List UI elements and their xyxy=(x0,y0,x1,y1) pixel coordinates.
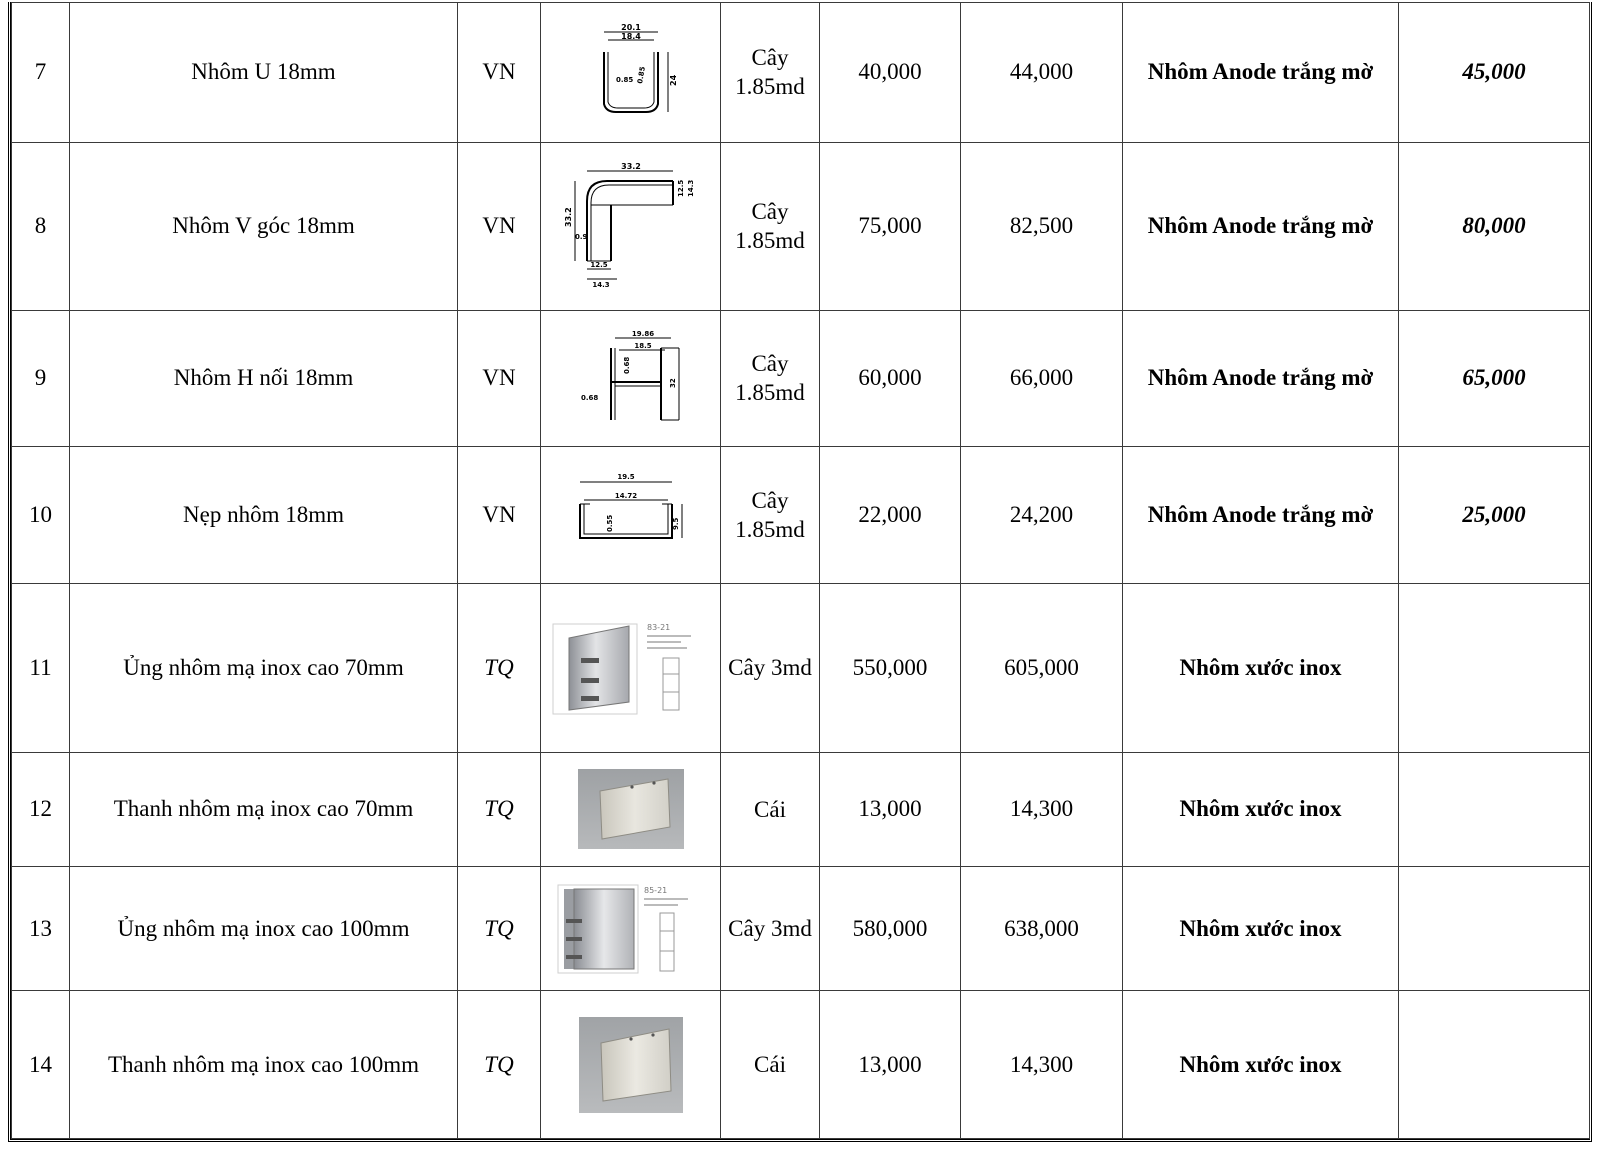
product-name: Ủng nhôm mạ inox cao 100mm xyxy=(70,866,458,990)
unit-line: 1.85md xyxy=(735,74,805,100)
unit-cell xyxy=(721,310,820,447)
price-a: 550,000 xyxy=(820,583,961,752)
price-final: 45,000 xyxy=(1399,3,1590,143)
product-name: Nhôm U 18mm xyxy=(70,3,458,143)
product-name: Thanh nhôm mạ inox cao 100mm xyxy=(70,991,458,1139)
origin: TQ xyxy=(458,866,541,990)
unit-line: Cái xyxy=(754,796,786,822)
row-number: 14 xyxy=(12,991,70,1139)
material: Nhôm xước inox xyxy=(1123,752,1399,866)
price-final: 25,000 xyxy=(1399,447,1590,584)
unit-line: Cây 3md xyxy=(728,916,812,942)
dim-label: 18.5 xyxy=(633,342,652,351)
material: Nhôm xước inox xyxy=(1123,583,1399,752)
u-profile-drawing xyxy=(576,22,686,122)
origin: TQ xyxy=(458,991,541,1139)
price-final xyxy=(1399,991,1590,1139)
dim-label: 19.86 xyxy=(631,330,654,339)
price-b: 44,000 xyxy=(961,3,1123,143)
v-corner-profile-drawing xyxy=(561,161,701,291)
dim-label: 0.9 xyxy=(574,233,587,242)
price-b: 82,500 xyxy=(961,142,1123,310)
dim-label: 12.5 xyxy=(676,179,685,198)
price-table xyxy=(11,2,1590,1139)
table-row xyxy=(12,991,1590,1139)
price-b: 14,300 xyxy=(961,991,1123,1139)
table-row xyxy=(12,310,1590,447)
trim-profile-drawing xyxy=(566,470,696,560)
material: Nhôm Anode trắng mờ xyxy=(1123,142,1399,310)
unit-line: Cây xyxy=(751,45,789,71)
unit-cell xyxy=(721,752,820,866)
bar-100-photo xyxy=(579,1017,683,1113)
dim-label: 14.3 xyxy=(686,179,695,198)
dim-label: 32 xyxy=(668,378,677,389)
origin: TQ xyxy=(458,752,541,866)
price-b: 638,000 xyxy=(961,866,1123,990)
material: Nhôm xước inox xyxy=(1123,991,1399,1139)
unit-cell xyxy=(721,142,820,310)
price-b: 14,300 xyxy=(961,752,1123,866)
price-final: 65,000 xyxy=(1399,310,1590,447)
price-a: 40,000 xyxy=(820,3,961,143)
unit-line: Cái xyxy=(754,1052,786,1078)
price-final xyxy=(1399,583,1590,752)
table-row xyxy=(12,866,1590,990)
row-number: 10 xyxy=(12,447,70,584)
dim-label: 14.72 xyxy=(614,491,637,500)
row-number: 13 xyxy=(12,866,70,990)
table-row xyxy=(12,752,1590,866)
unit-cell xyxy=(721,866,820,990)
dim-label: 12.5 xyxy=(589,261,608,270)
skirting-100-photo xyxy=(556,881,706,977)
product-image xyxy=(541,142,721,310)
dim-label: 0.85 xyxy=(615,76,633,85)
dim-label: 0.68 xyxy=(580,394,598,403)
product-image xyxy=(541,310,721,447)
price-final: 80,000 xyxy=(1399,142,1590,310)
table-row xyxy=(12,3,1590,143)
unit-cell xyxy=(721,447,820,584)
h-joint-profile-drawing xyxy=(571,328,691,428)
unit-line: Cây xyxy=(751,487,789,513)
price-a: 75,000 xyxy=(820,142,961,310)
material: Nhôm xước inox xyxy=(1123,866,1399,990)
dim-label: 0.68 xyxy=(622,357,631,375)
unit-cell xyxy=(721,3,820,143)
unit-line: Cây xyxy=(751,351,789,377)
unit-line: 1.85md xyxy=(735,516,805,542)
dim-label: 19.5 xyxy=(616,472,635,481)
dim-label: 24 xyxy=(668,75,678,87)
dim-label: 33.2 xyxy=(563,207,573,228)
material: Nhôm Anode trắng mờ xyxy=(1123,310,1399,447)
origin: VN xyxy=(458,3,541,143)
product-name: Thanh nhôm mạ inox cao 70mm xyxy=(70,752,458,866)
skirting-70-photo xyxy=(551,618,711,718)
dim-label: 14.3 xyxy=(591,281,610,290)
product-code: 85-21 xyxy=(643,885,667,895)
unit-cell xyxy=(721,991,820,1139)
unit-line: Cây 3md xyxy=(728,655,812,681)
unit-line: 1.85md xyxy=(735,380,805,406)
price-a: 580,000 xyxy=(820,866,961,990)
product-image xyxy=(541,752,721,866)
price-sheet xyxy=(8,2,1592,1142)
product-name: Ủng nhôm mạ inox cao 70mm xyxy=(70,583,458,752)
row-number: 9 xyxy=(12,310,70,447)
material: Nhôm Anode trắng mờ xyxy=(1123,447,1399,584)
price-a: 13,000 xyxy=(820,991,961,1139)
row-number: 8 xyxy=(12,142,70,310)
row-number: 7 xyxy=(12,3,70,143)
table-row xyxy=(12,583,1590,752)
origin: VN xyxy=(458,447,541,584)
product-image xyxy=(541,866,721,990)
price-b: 66,000 xyxy=(961,310,1123,447)
product-image xyxy=(541,583,721,752)
dim-label: 0.85 xyxy=(635,66,647,85)
product-name: Nhôm H nối 18mm xyxy=(70,310,458,447)
product-image xyxy=(541,991,721,1139)
product-image xyxy=(541,447,721,584)
unit-cell xyxy=(721,583,820,752)
dim-label: 9.5 xyxy=(671,517,680,530)
origin: VN xyxy=(458,142,541,310)
unit-line: Cây xyxy=(751,199,789,225)
origin: TQ xyxy=(458,583,541,752)
price-a: 22,000 xyxy=(820,447,961,584)
price-b: 605,000 xyxy=(961,583,1123,752)
dim-label: 33.2 xyxy=(620,162,641,172)
product-name: Nhôm V góc 18mm xyxy=(70,142,458,310)
table-row xyxy=(12,447,1590,584)
product-name: Nẹp nhôm 18mm xyxy=(70,447,458,584)
row-number: 12 xyxy=(12,752,70,866)
price-final xyxy=(1399,866,1590,990)
product-code: 83-21 xyxy=(646,622,670,632)
dim-label: 20.1 xyxy=(620,23,641,33)
price-a: 13,000 xyxy=(820,752,961,866)
row-number: 11 xyxy=(12,583,70,752)
material: Nhôm Anode trắng mờ xyxy=(1123,3,1399,143)
unit-line: 1.85md xyxy=(735,228,805,254)
table-row xyxy=(12,142,1590,310)
product-image xyxy=(541,3,721,143)
bar-70-photo xyxy=(578,769,684,849)
price-a: 60,000 xyxy=(820,310,961,447)
dim-label: 18.4 xyxy=(620,32,641,42)
price-b: 24,200 xyxy=(961,447,1123,584)
origin: VN xyxy=(458,310,541,447)
price-final xyxy=(1399,752,1590,866)
dim-label: 0.55 xyxy=(605,514,614,532)
